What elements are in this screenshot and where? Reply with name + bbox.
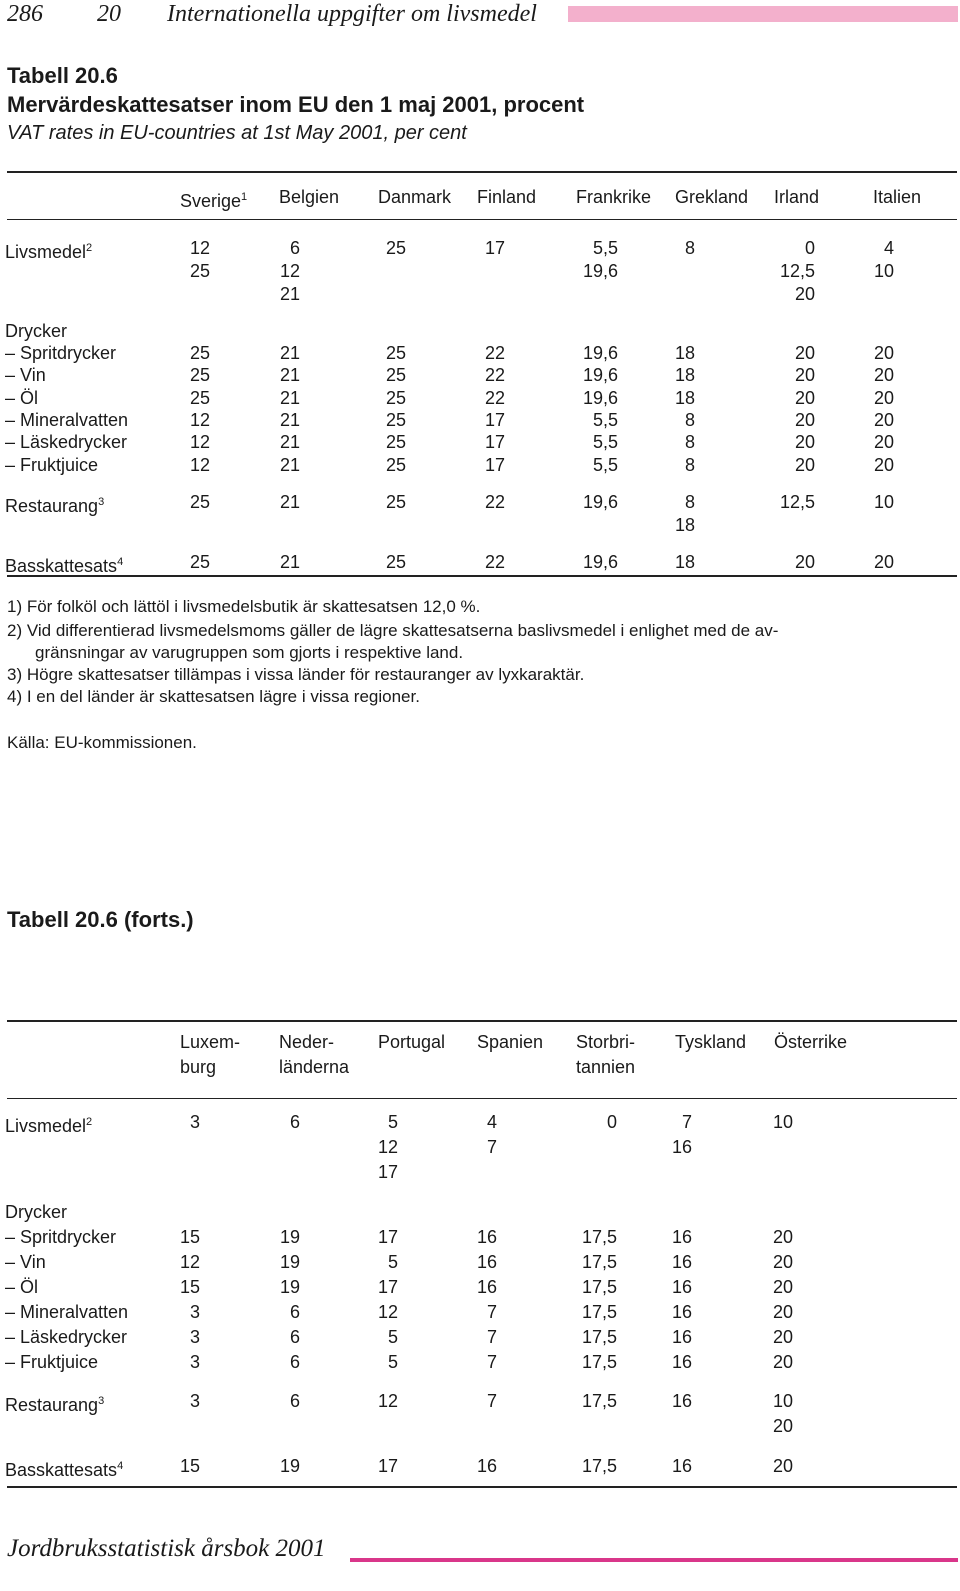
column-header: tannien xyxy=(576,1057,636,1077)
table-value: 6 xyxy=(289,1327,300,1347)
table-value: 3 xyxy=(189,1352,200,1372)
table-value: 22 xyxy=(484,343,505,363)
column-header: Irland xyxy=(774,187,820,207)
table-value: 15 xyxy=(179,1227,200,1247)
row-label: Livsmedel$^2$ xyxy=(5,1116,93,1136)
table-value: 3 xyxy=(189,1327,200,1347)
column-header: burg xyxy=(180,1057,217,1077)
table-rule-bottom xyxy=(7,575,957,577)
table-value: 7 xyxy=(486,1302,497,1322)
table-value: 25 xyxy=(385,492,406,512)
table-value: 20 xyxy=(873,455,894,475)
footnote-marker: 2 xyxy=(86,242,93,254)
table-value: 20 xyxy=(794,455,815,475)
table-value: 17,5 xyxy=(581,1327,617,1347)
table-value: 15 xyxy=(179,1456,200,1476)
column-header: Belgien xyxy=(279,187,340,207)
table-value: 16 xyxy=(671,1391,692,1411)
table-value: 19,6 xyxy=(582,365,618,385)
table-value: 20 xyxy=(794,432,815,452)
table-value: 10 xyxy=(873,261,894,281)
table-rule-top xyxy=(7,171,957,173)
table-value: 20 xyxy=(794,343,815,363)
table-value: 25 xyxy=(385,410,406,430)
column-header: Storbri- xyxy=(576,1032,636,1052)
table-value: 17 xyxy=(377,1227,398,1247)
table-value: 3 xyxy=(189,1302,200,1322)
table-value: 21 xyxy=(279,432,300,452)
table-value: 6 xyxy=(289,1352,300,1372)
column-header: Luxem- xyxy=(180,1032,241,1052)
table-value: 21 xyxy=(279,492,300,512)
row-label: Drycker xyxy=(5,321,67,341)
table-value: 19,6 xyxy=(582,552,618,572)
table-value: 19 xyxy=(279,1456,300,1476)
table-value: 21 xyxy=(279,455,300,475)
table-value: 25 xyxy=(189,552,210,572)
row-label: – Läskedrycker xyxy=(5,432,128,452)
table-value: 20 xyxy=(772,1302,793,1322)
table-value: 12 xyxy=(377,1137,398,1157)
table-value: 5 xyxy=(387,1252,398,1272)
column-header: Danmark xyxy=(378,187,452,207)
table-value: 17,5 xyxy=(581,1252,617,1272)
table-value: 20 xyxy=(794,284,815,304)
row-label: – Öl xyxy=(5,1277,39,1297)
column-header: Neder- xyxy=(279,1032,335,1052)
table-value: 19 xyxy=(279,1252,300,1272)
row-label: – Spritdrycker xyxy=(5,1227,117,1247)
table-value: 12 xyxy=(189,432,210,452)
row-label: – Öl xyxy=(5,388,39,408)
table-value: 20 xyxy=(873,365,894,385)
row-label: – Mineralvatten xyxy=(5,1302,129,1322)
table-value: 25 xyxy=(385,238,406,258)
table-value: 20 xyxy=(794,388,815,408)
table-value: 18 xyxy=(674,388,695,408)
row-label: – Fruktjuice xyxy=(5,455,99,475)
table-value: 17,5 xyxy=(581,1391,617,1411)
table-value: 10 xyxy=(772,1112,793,1132)
table-value: 8 xyxy=(684,238,695,258)
table-value: 12,5 xyxy=(779,261,815,281)
table-value: 19,6 xyxy=(582,343,618,363)
table-value: 17,5 xyxy=(581,1302,617,1322)
table-value: 20 xyxy=(772,1252,793,1272)
table-value: 5,5 xyxy=(592,455,618,475)
table-value: 21 xyxy=(279,410,300,430)
table-value: 12 xyxy=(189,238,210,258)
table-value: 3 xyxy=(189,1391,200,1411)
column-header: Frankrike xyxy=(576,187,652,207)
row-label: – Läskedrycker xyxy=(5,1327,128,1347)
table2-rule-header xyxy=(7,1098,957,1099)
table-value: 25 xyxy=(385,552,406,572)
row-label: Restaurang$^3$ xyxy=(5,1395,105,1415)
table-value: 17 xyxy=(377,1162,398,1182)
table-value: 12 xyxy=(279,261,300,281)
footer-accent-rule xyxy=(350,1558,958,1562)
column-header: Portugal xyxy=(378,1032,446,1052)
table-value: 5,5 xyxy=(592,238,618,258)
footnote-marker: 4 xyxy=(117,1460,124,1472)
table-value: 16 xyxy=(671,1302,692,1322)
table-value: 17 xyxy=(484,432,505,452)
table2-rule-bottom xyxy=(7,1486,957,1488)
header-accent-bar xyxy=(568,6,958,22)
table-value: 25 xyxy=(385,455,406,475)
table-value: 17 xyxy=(377,1277,398,1297)
source-note: Källa: EU-kommissionen. xyxy=(7,733,197,752)
table-value: 21 xyxy=(279,365,300,385)
table-value: 7 xyxy=(486,1137,497,1157)
table-value: 19,6 xyxy=(582,492,618,512)
page-number: 286 xyxy=(7,1,43,27)
table-value: 21 xyxy=(279,284,300,304)
table-value: 21 xyxy=(279,388,300,408)
footnote-marker: 3 xyxy=(98,496,105,508)
table-value: 5 xyxy=(387,1327,398,1347)
table-value: 17,5 xyxy=(581,1277,617,1297)
table-value: 0 xyxy=(606,1112,617,1132)
table-value: 6 xyxy=(289,1302,300,1322)
column-header: Sverige$^1$ xyxy=(180,191,248,211)
footnote-marker: 3 xyxy=(98,1395,105,1407)
row-label: – Mineralvatten xyxy=(5,410,129,430)
row-label: – Vin xyxy=(5,1252,46,1272)
table-value: 12,5 xyxy=(779,492,815,512)
table-value: 8 xyxy=(684,455,695,475)
table-subtitle: VAT rates in EU-countries at 1st May 2001, per cent xyxy=(7,122,467,144)
table-value: 25 xyxy=(385,432,406,452)
table-value: 17,5 xyxy=(581,1352,617,1372)
column-header: Finland xyxy=(477,187,537,207)
table-value: 22 xyxy=(484,365,505,385)
table-value: 4 xyxy=(883,238,894,258)
table-value: 0 xyxy=(804,238,815,258)
table-value: 25 xyxy=(189,261,210,281)
table2-rule-top xyxy=(7,1020,957,1022)
table-value: 10 xyxy=(873,492,894,512)
table-value: 16 xyxy=(476,1252,497,1272)
table-value: 20 xyxy=(772,1456,793,1476)
footer-text: Jordbruksstatistisk årsbok 2001 xyxy=(7,1535,326,1562)
column-header: Tyskland xyxy=(675,1032,747,1052)
table-value: 16 xyxy=(476,1227,497,1247)
row-label: Restaurang$^3$ xyxy=(5,496,105,516)
table-value: 21 xyxy=(279,343,300,363)
table-value: 12 xyxy=(377,1302,398,1322)
table-value: 16 xyxy=(476,1456,497,1476)
table-value: 25 xyxy=(385,365,406,385)
table-value: 16 xyxy=(671,1327,692,1347)
table-value: 5,5 xyxy=(592,410,618,430)
table-value: 20 xyxy=(772,1277,793,1297)
column-header: Grekland xyxy=(675,187,749,207)
table-value: 17 xyxy=(377,1456,398,1476)
table-value: 7 xyxy=(486,1327,497,1347)
table-value: 20 xyxy=(873,343,894,363)
row-label: Livsmedel$^2$ xyxy=(5,242,93,262)
table-value: 7 xyxy=(486,1352,497,1372)
table-value: 8 xyxy=(684,432,695,452)
table-value: 18 xyxy=(674,515,695,535)
row-label: Drycker xyxy=(5,1202,67,1222)
column-header: Spanien xyxy=(477,1032,544,1052)
page-header xyxy=(7,0,537,28)
table-value: 25 xyxy=(189,388,210,408)
table-value: 25 xyxy=(385,343,406,363)
table-value: 20 xyxy=(794,365,815,385)
table-value: 3 xyxy=(189,1112,200,1132)
table-value: 5 xyxy=(387,1112,398,1132)
table-value: 8 xyxy=(684,410,695,430)
table-value: 20 xyxy=(873,552,894,572)
table-value: 20 xyxy=(772,1327,793,1347)
table-value: 22 xyxy=(484,552,505,572)
table-value: 7 xyxy=(681,1112,692,1132)
table-value: 17 xyxy=(484,238,505,258)
table-value: 25 xyxy=(385,388,406,408)
table-value: 20 xyxy=(794,410,815,430)
table-value: 4 xyxy=(486,1112,497,1132)
chapter-title: Internationella uppgifter om livsmedel xyxy=(167,1,537,27)
footnote-2-continued: gränsningar av varugruppen som gjorts i respektive land. xyxy=(35,643,464,662)
table-value: 18 xyxy=(674,365,695,385)
table-value: 17,5 xyxy=(581,1456,617,1476)
table-value: 8 xyxy=(684,492,695,512)
table-value: 6 xyxy=(289,1112,300,1132)
footnote-4: 4) I en del länder är skattesatsen lägre i vissa regioner. xyxy=(7,687,420,706)
row-label: Basskattesats$^4$ xyxy=(5,556,124,576)
table-value: 18 xyxy=(674,552,695,572)
table-value: 16 xyxy=(671,1277,692,1297)
table-value: 25 xyxy=(189,343,210,363)
table-title: Mervärdeskattesatser inom EU den 1 maj 2001, procent xyxy=(7,92,585,117)
table-value: 5 xyxy=(387,1352,398,1372)
footnote-1: 1) För folköl och lättöl i livsmedelsbutik är skattesatsen 12,0 %. xyxy=(7,597,481,616)
table-value: 12 xyxy=(377,1391,398,1411)
table-value: 16 xyxy=(671,1227,692,1247)
table-value: 12 xyxy=(179,1252,200,1272)
footnote-marker: 2 xyxy=(86,1116,93,1128)
table-value: 20 xyxy=(772,1352,793,1372)
footnote-3: 3) Högre skattesatser tillämpas i vissa länder för restauranger av lyxkaraktär. xyxy=(7,665,585,684)
table-value: 7 xyxy=(486,1391,497,1411)
table-value: 20 xyxy=(794,552,815,572)
table-value: 18 xyxy=(674,343,695,363)
table-rule-header xyxy=(7,219,957,220)
table-value: 16 xyxy=(476,1277,497,1297)
row-label: – Vin xyxy=(5,365,46,385)
table-value: 17,5 xyxy=(581,1227,617,1247)
row-label: – Fruktjuice xyxy=(5,1352,99,1372)
footnote-marker: 4 xyxy=(117,556,124,568)
table-value: 25 xyxy=(189,365,210,385)
table-value: 5,5 xyxy=(592,432,618,452)
chapter-number: 20 xyxy=(97,1,121,27)
table-value: 17 xyxy=(484,410,505,430)
table-label: Tabell 20.6 xyxy=(7,63,118,88)
table-value: 19,6 xyxy=(582,261,618,281)
row-label: Basskattesats$^4$ xyxy=(5,1460,124,1480)
table-value: 6 xyxy=(289,1391,300,1411)
table-value: 6 xyxy=(289,238,300,258)
table-value: 16 xyxy=(671,1456,692,1476)
table-value: 12 xyxy=(189,455,210,475)
table-value: 20 xyxy=(772,1416,793,1436)
table-value: 20 xyxy=(873,410,894,430)
column-header: Österrike xyxy=(774,1032,848,1052)
table-value: 19 xyxy=(279,1227,300,1247)
column-header: Italien xyxy=(873,187,922,207)
table-value: 16 xyxy=(671,1137,692,1157)
table-value: 15 xyxy=(179,1277,200,1297)
table-value: 20 xyxy=(873,388,894,408)
table-value: 25 xyxy=(189,492,210,512)
table-value: 20 xyxy=(772,1227,793,1247)
table-value: 19 xyxy=(279,1277,300,1297)
table-value: 12 xyxy=(189,410,210,430)
table-value: 21 xyxy=(279,552,300,572)
table-value: 20 xyxy=(873,432,894,452)
row-label: – Spritdrycker xyxy=(5,343,117,363)
table-value: 17 xyxy=(484,455,505,475)
table-continued-label: Tabell 20.6 (forts.) xyxy=(7,907,194,932)
table-value: 19,6 xyxy=(582,388,618,408)
table-value: 16 xyxy=(671,1252,692,1272)
table-value: 16 xyxy=(671,1352,692,1372)
footnote-marker: 1 xyxy=(241,191,248,203)
footnote-2: 2) Vid differentierad livsmedelsmoms gäller de lägre skattesatserna baslivsmedel i enlighet med de av- xyxy=(7,621,779,640)
table-value: 22 xyxy=(484,492,505,512)
table-value: 22 xyxy=(484,388,505,408)
table-value: 10 xyxy=(772,1391,793,1411)
column-header: länderna xyxy=(279,1057,350,1077)
